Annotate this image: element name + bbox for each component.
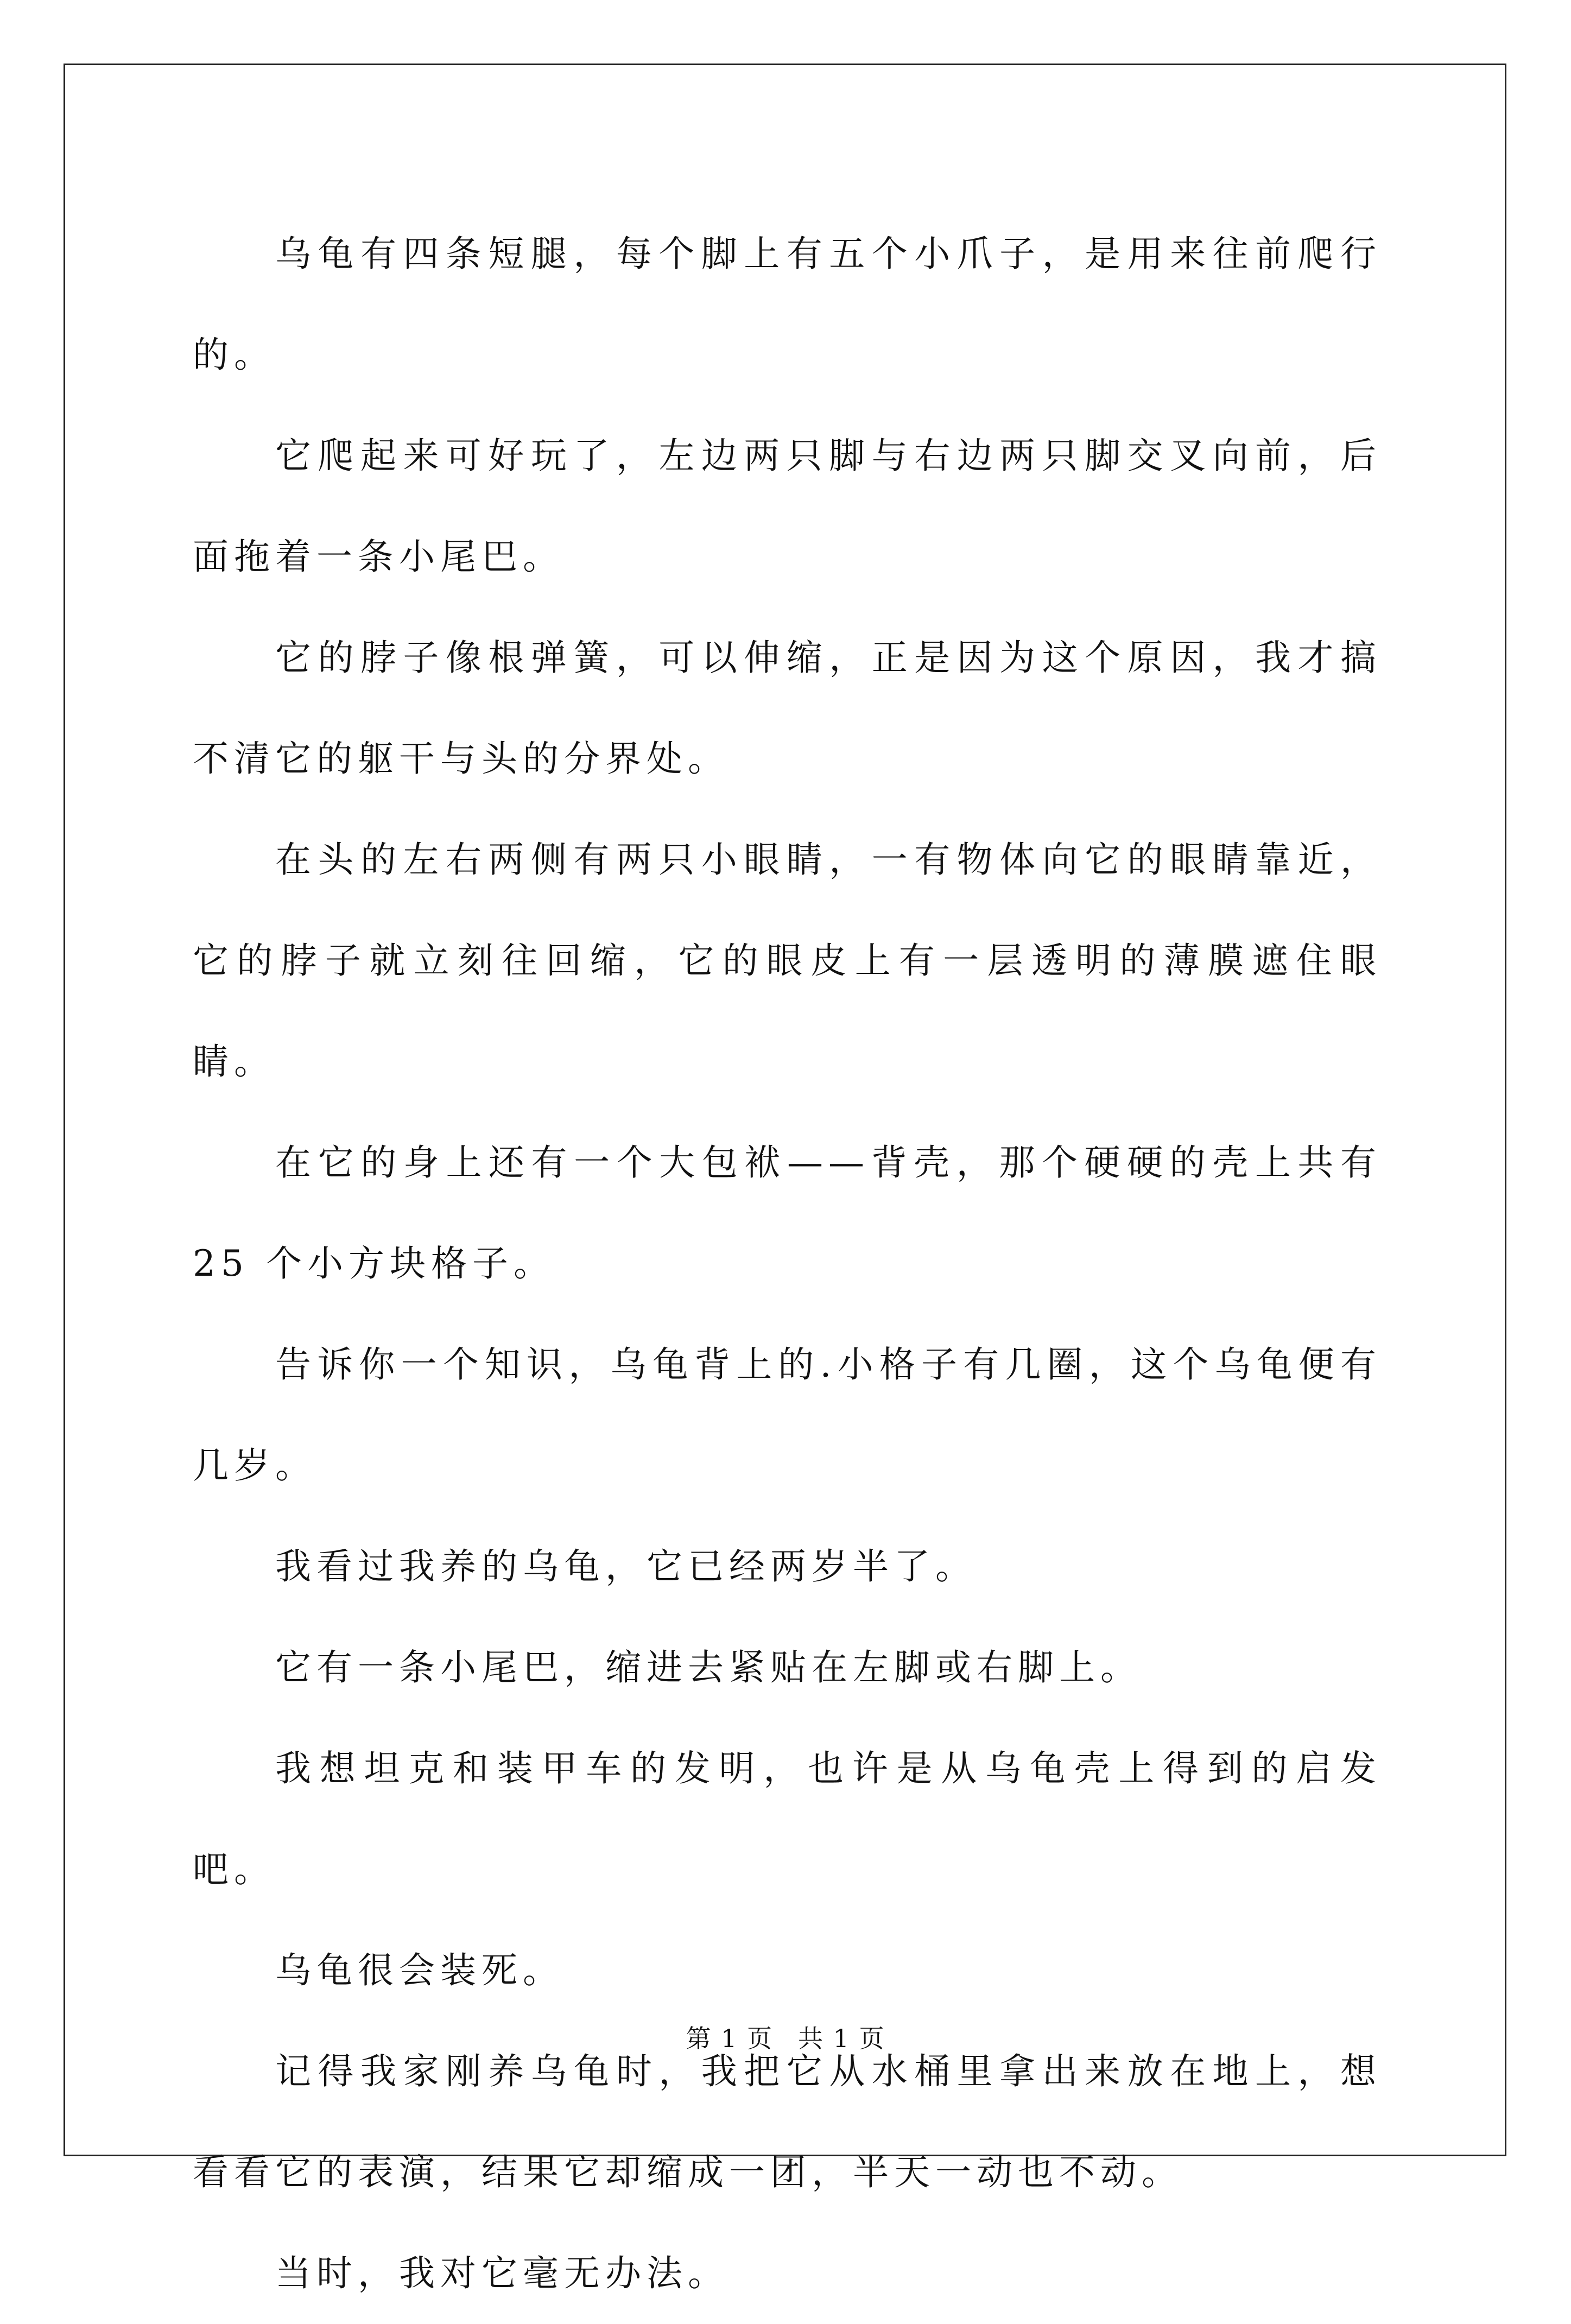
- page-number: 第 1 页: [686, 2024, 773, 2053]
- paragraph: 我想坦克和装甲车的发明，也许是从乌龟壳上得到的启发吧。: [193, 1747, 1382, 1890]
- paragraph: 告诉你一个知识，乌龟背上的.小格子有几圈，这个乌龟便有几岁。: [193, 1344, 1382, 1486]
- paragraph: 它的脖子像根弹簧，可以伸缩，正是因为这个原因，我才搞不清它的躯干与头的分界处。: [193, 637, 1382, 780]
- paragraph: 乌龟有四条短腿，每个脚上有五个小爪子，是用来往前爬行的。: [193, 233, 1382, 376]
- paragraph: 当时，我对它毫无办法。: [275, 2252, 729, 2294]
- page-footer: [0, 2022, 1571, 2055]
- paragraph: 我看过我养的乌龟，它已经两岁半了。: [275, 1546, 977, 1587]
- paragraph: 在它的身上还有一个大包袱——背壳，那个硬硬的壳上共有 25 个小方块格子。: [193, 1142, 1382, 1284]
- document-body: [193, 204, 1382, 2324]
- paragraph: 记得我家刚养乌龟时，我把它从水桶里拿出来放在地上，想看看它的表演，结果它却缩成一团，半天一动也不动。: [193, 2050, 1382, 2193]
- paragraph: 它有一条小尾巴，缩进去紧贴在左脚或右脚上。: [275, 1647, 1142, 1688]
- total-pages: 共 1 页: [798, 2024, 885, 2053]
- paragraph: 它爬起来可好玩了，左边两只脚与右边两只脚交叉向前，后面拖着一条小尾巴。: [193, 435, 1382, 578]
- paragraph: 乌龟很会装死。: [275, 1949, 564, 1991]
- paragraph: 在头的左右两侧有两只小眼睛，一有物体向它的眼睛靠近，它的脖子就立刻往回缩，它的眼皮上有一层透明的薄膜遮住眼睛。: [193, 839, 1382, 1082]
